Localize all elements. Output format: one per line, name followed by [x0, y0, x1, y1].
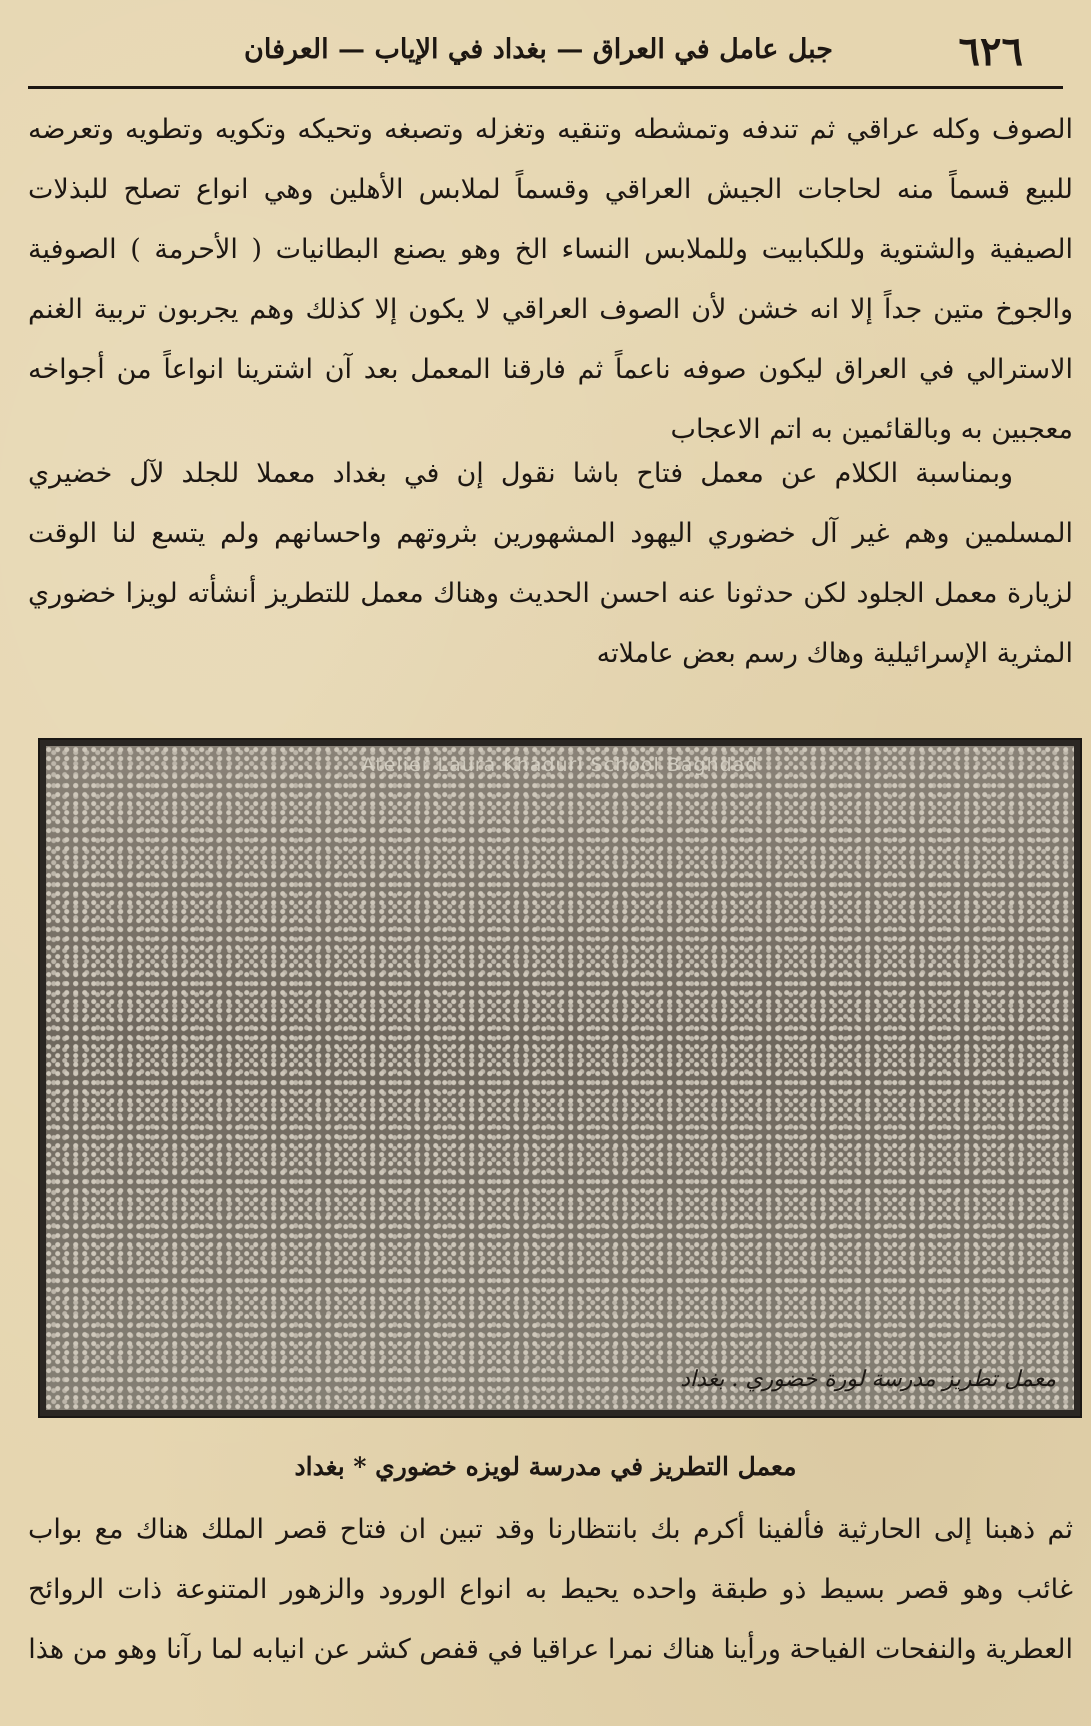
running-title: جبل عامل في العراق — بغداد في الإياب — العرفان — [244, 34, 833, 65]
paragraph-3 — [28, 1500, 1073, 1680]
group-photo — [38, 738, 1082, 1418]
photo-watermark: Atelier Laura Khaduri School Baghdad — [361, 754, 759, 776]
photo-inscription: معمل تطريز مدرسة لورة خضوري . بغداد — [680, 1367, 1056, 1392]
page-header — [28, 28, 1063, 86]
paragraph-1-text: الصوف وكله عراقي ثم تندفه وتمشطه وتنقيه وتغزله وتصبغه وتحيكه وتكويه وتطويه وتعرضه للبيع قسماً منه لحاجات الجيش العراقي وقسماً لملابس الأهلين وهي انواع تصلح للبذلات الصيفية والشتوية وللكبابيت وللملابس النساء الخ وهو يصنع البطانيات ( الأحرمة ) الصوفية والجوخ متين جداً إلا انه خشن لأن الصوف العراقي لا يكون إلا كذلك وهم يجربون تربية الغنم الاسترالي في العراق ليكون صوفه ناعماً ثم فارقنا المعمل بعد آن اشترينا انواعاً من أجواخه معجبين به وبالقائمين به اتم الاعجاب — [28, 114, 1073, 445]
header-rule — [28, 86, 1063, 89]
paragraph-1 — [28, 100, 1073, 460]
paragraph-2-text: وبمناسبة الكلام عن معمل فتاح باشا نقول إن في بغداد معملا للجلد لآل خضيري المسلمين وهم غير آل خضوري اليهود المشهورين بثروتهم واحسانهم ولم يتسع لنا الوقت لزيارة معمل الجلود لكن حدثونا عنه احسن الحديث وهناك معمل للتطريز أنشأته لويزا خضوري المثرية الإسرائيلية وهاك رسم بعض عاملاته — [28, 458, 1073, 669]
page-number: ٦٢٦ — [958, 28, 1023, 75]
photo-caption: معمل التطريز في مدرسة لويزه خضوري * بغداد — [294, 1452, 797, 1481]
photo-image — [46, 746, 1074, 1410]
paragraph-3-text: ثم ذهبنا إلى الحارثية فألفينا أكرم بك بانتظارنا وقد تبين ان فتاح قصر الملك هناك مع بواب غائب وهو قصر بسيط ذو طبقة واحده يحيط به انواع الورود والزهور المتنوعة ذات الروائح العطرية والنفحات الفياحة ورأينا هناك نمرا عراقيا في قفص كشر عن انيابه لما رآنا وهو من هذا — [28, 1514, 1073, 1665]
paragraph-2 — [28, 444, 1073, 684]
